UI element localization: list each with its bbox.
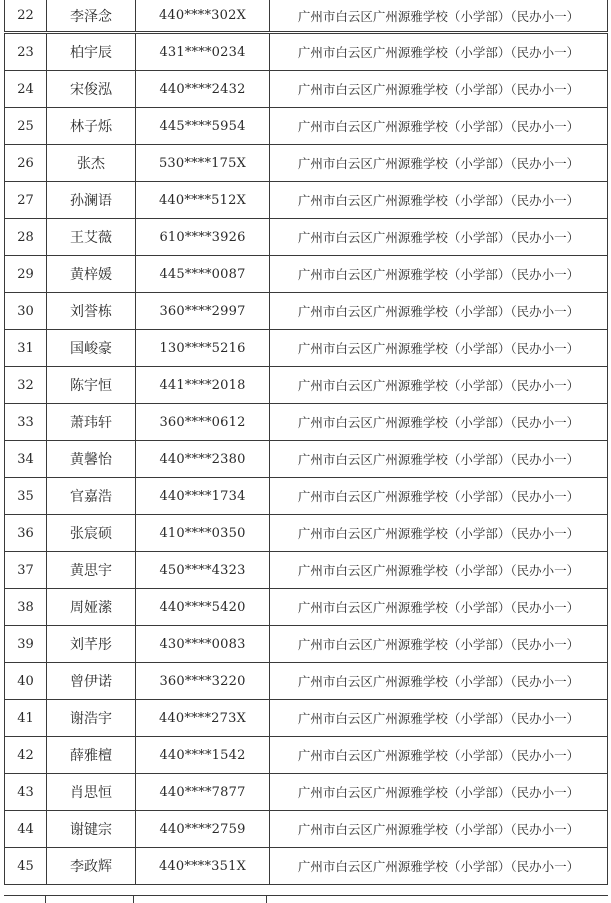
- school-cell: 广州市白云区广州源雅学校（小学部）（民办小一）: [270, 293, 608, 330]
- id-number-cell: 440****2380: [136, 441, 270, 478]
- row-number-cell: 34: [5, 441, 47, 478]
- table-row: [5, 182, 608, 219]
- school-cell: 广州市白云区广州源雅学校（小学部）（民办小一）: [270, 848, 608, 885]
- school-cell: 广州市白云区广州源雅学校（小学部）（民办小一）: [270, 256, 608, 293]
- id-number-cell: 130****5216: [136, 330, 270, 367]
- table-row: [5, 774, 608, 811]
- student-name-cell: 张宸硕: [47, 515, 136, 552]
- id-number-cell: 445****5954: [136, 108, 270, 145]
- table-row: [5, 33, 608, 71]
- student-name-cell: 肖思恒: [47, 774, 136, 811]
- student-name-cell: 张杰: [47, 145, 136, 182]
- id-number-cell: 440****1542: [136, 737, 270, 774]
- school-cell: 广州市白云区广州源雅学校（小学部）（民办小一）: [270, 145, 608, 182]
- school-cell: 广州市白云区广州源雅学校（小学部）（民办小一）: [270, 404, 608, 441]
- school-cell: 广州市白云区广州源雅学校（小学部）（民办小一）: [270, 0, 608, 33]
- id-number-cell: 431****0234: [136, 33, 270, 71]
- table-row: [5, 330, 608, 367]
- table-row: [5, 626, 608, 663]
- table-row: [5, 811, 608, 848]
- row-number-cell: 26: [5, 145, 47, 182]
- table-row: [5, 478, 608, 515]
- row-number-cell: 28: [5, 219, 47, 256]
- student-name-cell: 萧玮轩: [47, 404, 136, 441]
- row-number-cell: 38: [5, 589, 47, 626]
- school-cell: 广州市白云区广州源雅学校（小学部）（民办小一）: [270, 663, 608, 700]
- row-number-cell: 44: [5, 811, 47, 848]
- table-row: [5, 589, 608, 626]
- school-cell: 广州市白云区广州源雅学校（小学部）（民办小一）: [270, 108, 608, 145]
- student-name-cell: 李泽念: [47, 0, 136, 33]
- table-row: [5, 145, 608, 182]
- table-row: [5, 663, 608, 700]
- row-number-cell: 30: [5, 293, 47, 330]
- student-name-cell: 王艾薇: [47, 219, 136, 256]
- student-name-cell: 林子烁: [47, 108, 136, 145]
- id-number-cell: 440****512X: [136, 182, 270, 219]
- school-cell: 广州市白云区广州源雅学校（小学部）（民办小一）: [270, 330, 608, 367]
- student-name-cell: 国峻豪: [47, 330, 136, 367]
- row-number-cell: 32: [5, 367, 47, 404]
- student-name-cell: 刘芊彤: [47, 626, 136, 663]
- school-cell: 广州市白云区广州源雅学校（小学部）（民办小一）: [270, 71, 608, 108]
- id-number-cell: 441****2018: [136, 367, 270, 404]
- id-number-cell: 440****351X: [136, 848, 270, 885]
- id-number-cell: 360****3220: [136, 663, 270, 700]
- row-number-cell: 27: [5, 182, 47, 219]
- student-name-cell: 曾伊诺: [47, 663, 136, 700]
- row-number-cell: 35: [5, 478, 47, 515]
- student-name-cell: 谢键宗: [47, 811, 136, 848]
- table-row: [5, 367, 608, 404]
- student-name-cell: 黄思宇: [47, 552, 136, 589]
- id-number-cell: 440****2759: [136, 811, 270, 848]
- row-number-cell: 29: [5, 256, 47, 293]
- table-row: [5, 848, 608, 885]
- student-name-cell: 黄梓媛: [47, 256, 136, 293]
- row-number-cell: 23: [5, 33, 47, 71]
- school-cell: 广州市白云区广州源雅学校（小学部）（民办小一）: [270, 589, 608, 626]
- school-cell: 广州市白云区广州源雅学校（小学部）（民办小一）: [270, 219, 608, 256]
- row-number-cell: 36: [5, 515, 47, 552]
- table-row: [5, 108, 608, 145]
- school-cell: 广州市白云区广州源雅学校（小学部）（民办小一）: [270, 774, 608, 811]
- id-number-cell: 530****175X: [136, 145, 270, 182]
- admission-table: [4, 0, 608, 885]
- student-name-cell: 孙澜语: [47, 182, 136, 219]
- admission-table-body: [5, 0, 608, 885]
- school-cell: 广州市白云区广州源雅学校（小学部）（民办小一）: [270, 811, 608, 848]
- row-number-cell: 40: [5, 663, 47, 700]
- school-cell: 广州市白云区广州源雅学校（小学部）（民办小一）: [270, 737, 608, 774]
- school-cell: 广州市白云区广州源雅学校（小学部）（民办小一）: [270, 441, 608, 478]
- student-name-cell: 刘誉栋: [47, 293, 136, 330]
- row-number-cell: 24: [5, 71, 47, 108]
- student-name-cell: 柏宇辰: [47, 33, 136, 71]
- student-name-cell: 李政辉: [47, 848, 136, 885]
- row-number-cell: 31: [5, 330, 47, 367]
- school-cell: 广州市白云区广州源雅学校（小学部）（民办小一）: [270, 182, 608, 219]
- table-row: [5, 0, 608, 33]
- id-number-cell: 440****5420: [136, 589, 270, 626]
- student-name-cell: 黄馨怡: [47, 441, 136, 478]
- student-name-cell: 周娅潆: [47, 589, 136, 626]
- table-row: [5, 552, 608, 589]
- table-row: [5, 71, 608, 108]
- id-number-cell: 440****1734: [136, 478, 270, 515]
- table-row: [5, 256, 608, 293]
- school-cell: 广州市白云区广州源雅学校（小学部）（民办小一）: [270, 515, 608, 552]
- table-row: [5, 404, 608, 441]
- id-number-cell: 440****7877: [136, 774, 270, 811]
- admission-list-page: [4, 0, 608, 885]
- student-name-cell: 陈宇恒: [47, 367, 136, 404]
- student-name-cell: 薛雅檀: [47, 737, 136, 774]
- table-row: [5, 219, 608, 256]
- row-number-cell: 45: [5, 848, 47, 885]
- row-number-cell: 22: [5, 0, 47, 33]
- id-number-cell: 440****2432: [136, 71, 270, 108]
- id-number-cell: 360****2997: [136, 293, 270, 330]
- id-number-cell: 445****0087: [136, 256, 270, 293]
- id-number-cell: 440****273X: [136, 700, 270, 737]
- school-cell: 广州市白云区广州源雅学校（小学部）（民办小一）: [270, 700, 608, 737]
- student-name-cell: 官嘉浩: [47, 478, 136, 515]
- id-number-cell: 360****0612: [136, 404, 270, 441]
- student-name-cell: 谢浩宇: [47, 700, 136, 737]
- row-number-cell: 33: [5, 404, 47, 441]
- row-number-cell: 39: [5, 626, 47, 663]
- id-number-cell: 410****0350: [136, 515, 270, 552]
- table-row: [5, 515, 608, 552]
- school-cell: 广州市白云区广州源雅学校（小学部）（民办小一）: [270, 552, 608, 589]
- school-cell: 广州市白云区广州源雅学校（小学部）（民办小一）: [270, 478, 608, 515]
- table-row: [5, 737, 608, 774]
- school-cell: 广州市白云区广州源雅学校（小学部）（民办小一）: [270, 626, 608, 663]
- school-cell: 广州市白云区广州源雅学校（小学部）（民办小一）: [270, 33, 608, 71]
- row-number-cell: 42: [5, 737, 47, 774]
- table-row: [5, 700, 608, 737]
- id-number-cell: 430****0083: [136, 626, 270, 663]
- school-cell: 广州市白云区广州源雅学校（小学部）（民办小一）: [270, 367, 608, 404]
- student-name-cell: 宋俊泓: [47, 71, 136, 108]
- id-number-cell: 450****4323: [136, 552, 270, 589]
- table-row: [5, 293, 608, 330]
- row-number-cell: 41: [5, 700, 47, 737]
- row-number-cell: 43: [5, 774, 47, 811]
- id-number-cell: 440****302X: [136, 0, 270, 33]
- row-number-cell: 37: [5, 552, 47, 589]
- id-number-cell: 610****3926: [136, 219, 270, 256]
- table-row: [5, 441, 608, 478]
- row-number-cell: 25: [5, 108, 47, 145]
